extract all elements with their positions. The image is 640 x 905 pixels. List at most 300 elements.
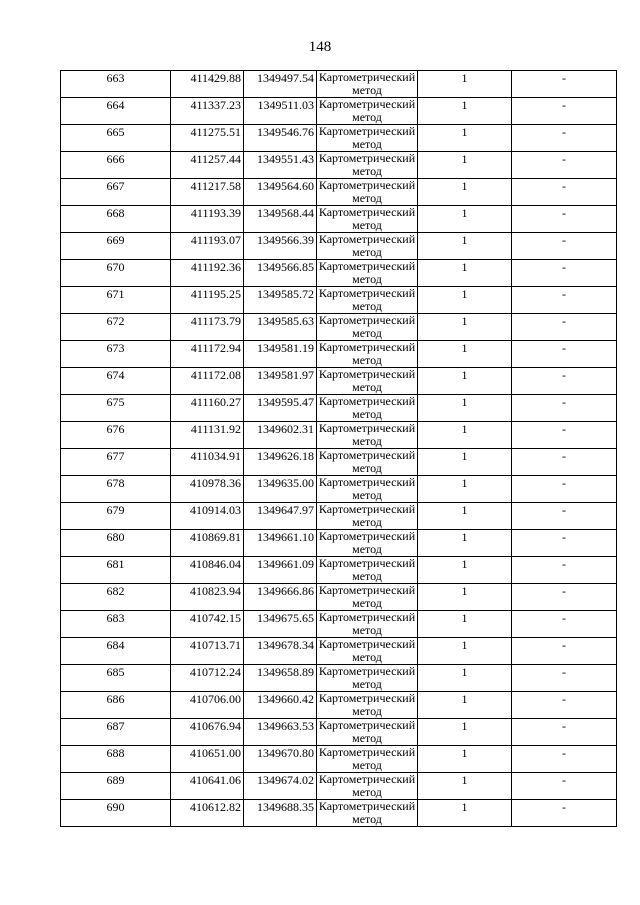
accuracy-cell-value: 1	[461, 746, 468, 760]
point-number-cell-value: 664	[106, 98, 125, 112]
accuracy-cell	[418, 584, 512, 611]
accuracy-cell-value: 1	[461, 638, 468, 652]
point-number-cell	[61, 530, 171, 557]
accuracy-cell	[418, 395, 512, 422]
point-number-cell	[61, 665, 171, 692]
method-cell-value: Картометрический метод	[318, 475, 416, 502]
point-number-cell	[61, 125, 171, 152]
y-coordinate-cell	[244, 611, 317, 638]
x-coordinate-cell	[171, 422, 244, 449]
method-cell	[317, 98, 418, 125]
method-cell	[317, 449, 418, 476]
accuracy-cell	[418, 368, 512, 395]
method-cell	[317, 206, 418, 233]
table-row	[61, 665, 617, 692]
method-cell-value: Картометрический метод	[318, 610, 416, 637]
method-cell	[317, 530, 418, 557]
description-cell-value: -	[562, 368, 566, 382]
point-number-cell	[61, 260, 171, 287]
description-cell-value: -	[562, 665, 566, 679]
accuracy-cell-value: 1	[461, 503, 468, 517]
x-coordinate-cell	[171, 611, 244, 638]
accuracy-cell-value: 1	[461, 719, 468, 733]
x-coordinate-cell	[171, 233, 244, 260]
accuracy-cell	[418, 665, 512, 692]
accuracy-cell-value: 1	[461, 584, 468, 598]
y-coordinate-cell	[244, 638, 317, 665]
table-row	[61, 71, 617, 98]
method-cell	[317, 800, 418, 827]
accuracy-cell-value: 1	[461, 422, 468, 436]
method-cell	[317, 746, 418, 773]
point-number-cell	[61, 341, 171, 368]
accuracy-cell	[418, 503, 512, 530]
y-coordinate-cell-value: 1349581.97	[257, 368, 314, 382]
x-coordinate-cell	[171, 476, 244, 503]
point-number-cell	[61, 719, 171, 746]
description-cell	[512, 638, 617, 665]
point-number-cell-value: 668	[106, 206, 125, 220]
x-coordinate-cell	[171, 287, 244, 314]
table-row	[61, 314, 617, 341]
x-coordinate-cell	[171, 638, 244, 665]
description-cell-value: -	[562, 152, 566, 166]
x-coordinate-cell	[171, 206, 244, 233]
description-cell-value: -	[562, 638, 566, 652]
description-cell	[512, 287, 617, 314]
method-cell-value: Картометрический метод	[318, 97, 416, 124]
y-coordinate-cell	[244, 368, 317, 395]
y-coordinate-cell-value: 1349660.42	[257, 692, 314, 706]
y-coordinate-cell-value: 1349675.65	[257, 611, 314, 625]
table-row	[61, 449, 617, 476]
x-coordinate-cell	[171, 71, 244, 98]
x-coordinate-cell-value: 410869.81	[190, 530, 241, 544]
point-number-cell	[61, 638, 171, 665]
y-coordinate-cell-value: 1349546.76	[257, 125, 314, 139]
method-cell	[317, 503, 418, 530]
description-cell-value: -	[562, 314, 566, 328]
x-coordinate-cell	[171, 98, 244, 125]
accuracy-cell-value: 1	[461, 341, 468, 355]
description-cell	[512, 125, 617, 152]
accuracy-cell	[418, 476, 512, 503]
y-coordinate-cell-value: 1349511.03	[257, 98, 314, 112]
x-coordinate-cell-value: 411193.07	[190, 233, 241, 247]
x-coordinate-cell-value: 411173.79	[190, 314, 241, 328]
accuracy-cell-value: 1	[461, 557, 468, 571]
table-row	[61, 746, 617, 773]
description-cell-value: -	[562, 530, 566, 544]
accuracy-cell-value: 1	[461, 71, 468, 85]
y-coordinate-cell-value: 1349658.89	[257, 665, 314, 679]
description-cell-value: -	[562, 449, 566, 463]
table-row	[61, 719, 617, 746]
point-number-cell	[61, 233, 171, 260]
accuracy-cell-value: 1	[461, 476, 468, 490]
accuracy-cell	[418, 98, 512, 125]
x-coordinate-cell-value: 411172.94	[190, 341, 241, 355]
point-number-cell-value: 666	[106, 152, 125, 166]
description-cell-value: -	[562, 206, 566, 220]
method-cell-value: Картометрический метод	[318, 529, 416, 556]
table-row	[61, 692, 617, 719]
description-cell	[512, 422, 617, 449]
accuracy-cell-value: 1	[461, 125, 468, 139]
point-number-cell	[61, 476, 171, 503]
point-number-cell	[61, 395, 171, 422]
method-cell-value: Картометрический метод	[318, 421, 416, 448]
method-cell-value: Картометрический метод	[318, 205, 416, 232]
x-coordinate-cell-value: 410651.00	[190, 746, 241, 760]
x-coordinate-cell-value: 411193.39	[190, 206, 241, 220]
description-cell-value: -	[562, 233, 566, 247]
table-row	[61, 179, 617, 206]
point-number-cell	[61, 611, 171, 638]
method-cell	[317, 368, 418, 395]
table-row	[61, 152, 617, 179]
y-coordinate-cell	[244, 179, 317, 206]
y-coordinate-cell	[244, 233, 317, 260]
y-coordinate-cell-value: 1349595.47	[257, 395, 314, 409]
x-coordinate-cell-value: 411131.92	[190, 422, 241, 436]
point-number-cell-value: 677	[106, 449, 125, 463]
y-coordinate-cell	[244, 98, 317, 125]
y-coordinate-cell-value: 1349585.63	[257, 314, 314, 328]
x-coordinate-cell-value: 410712.24	[190, 665, 241, 679]
table-row	[61, 800, 617, 827]
x-coordinate-cell-value: 411192.36	[190, 260, 241, 274]
table-row	[61, 611, 617, 638]
point-number-cell-value: 676	[106, 422, 125, 436]
description-cell	[512, 584, 617, 611]
accuracy-cell-value: 1	[461, 260, 468, 274]
y-coordinate-cell-value: 1349670.80	[257, 746, 314, 760]
point-number-cell	[61, 71, 171, 98]
x-coordinate-cell-value: 411337.23	[190, 98, 241, 112]
point-number-cell-value: 675	[106, 395, 125, 409]
point-number-cell-value: 688	[106, 746, 125, 760]
accuracy-cell-value: 1	[461, 233, 468, 247]
method-cell-value: Картометрический метод	[318, 556, 416, 583]
table-row	[61, 233, 617, 260]
description-cell	[512, 179, 617, 206]
point-number-cell-value: 667	[106, 179, 125, 193]
description-cell	[512, 260, 617, 287]
accuracy-cell-value: 1	[461, 773, 468, 787]
description-cell	[512, 395, 617, 422]
description-cell-value: -	[562, 773, 566, 787]
method-cell	[317, 152, 418, 179]
y-coordinate-cell-value: 1349602.31	[257, 422, 314, 436]
description-cell	[512, 71, 617, 98]
point-number-cell-value: 684	[106, 638, 125, 652]
accuracy-cell	[418, 287, 512, 314]
point-number-cell-value: 679	[106, 503, 125, 517]
y-coordinate-cell	[244, 395, 317, 422]
y-coordinate-cell-value: 1349666.86	[257, 584, 314, 598]
table-row	[61, 584, 617, 611]
y-coordinate-cell	[244, 260, 317, 287]
method-cell	[317, 638, 418, 665]
point-number-cell-value: 682	[106, 584, 125, 598]
y-coordinate-cell	[244, 719, 317, 746]
description-cell-value: -	[562, 341, 566, 355]
method-cell-value: Картометрический метод	[318, 448, 416, 475]
x-coordinate-cell-value: 411034.91	[190, 449, 241, 463]
y-coordinate-cell	[244, 422, 317, 449]
description-cell	[512, 773, 617, 800]
x-coordinate-cell-value: 410612.82	[190, 800, 241, 814]
y-coordinate-cell-value: 1349585.72	[257, 287, 314, 301]
accuracy-cell	[418, 422, 512, 449]
x-coordinate-cell-value: 411429.88	[190, 71, 241, 85]
x-coordinate-cell-value: 411160.27	[190, 395, 241, 409]
point-number-cell-value: 683	[106, 611, 125, 625]
method-cell-value: Картометрический метод	[318, 313, 416, 340]
method-cell	[317, 422, 418, 449]
y-coordinate-cell-value: 1349564.60	[257, 179, 314, 193]
description-cell	[512, 476, 617, 503]
method-cell-value: Картометрический метод	[318, 691, 416, 718]
method-cell	[317, 314, 418, 341]
point-number-cell-value: 672	[106, 314, 125, 328]
method-cell-value: Картометрический метод	[318, 799, 416, 826]
y-coordinate-cell	[244, 125, 317, 152]
x-coordinate-cell	[171, 692, 244, 719]
point-number-cell-value: 671	[106, 287, 125, 301]
point-number-cell	[61, 422, 171, 449]
description-cell-value: -	[562, 611, 566, 625]
point-number-cell-value: 673	[106, 341, 125, 355]
point-number-cell-value: 665	[106, 125, 125, 139]
table-row	[61, 638, 617, 665]
accuracy-cell	[418, 260, 512, 287]
description-cell-value: -	[562, 692, 566, 706]
x-coordinate-cell-value: 411195.25	[190, 287, 241, 301]
description-cell	[512, 368, 617, 395]
y-coordinate-cell-value: 1349566.39	[257, 233, 314, 247]
description-cell-value: -	[562, 800, 566, 814]
x-coordinate-cell-value: 410823.94	[190, 584, 241, 598]
accuracy-cell-value: 1	[461, 314, 468, 328]
method-cell-value: Картометрический метод	[318, 286, 416, 313]
method-cell-value: Картометрический метод	[318, 394, 416, 421]
y-coordinate-cell	[244, 71, 317, 98]
description-cell	[512, 503, 617, 530]
method-cell-value: Картометрический метод	[318, 151, 416, 178]
accuracy-cell-value: 1	[461, 611, 468, 625]
method-cell-value: Картометрический метод	[318, 178, 416, 205]
method-cell	[317, 341, 418, 368]
y-coordinate-cell	[244, 773, 317, 800]
x-coordinate-cell	[171, 800, 244, 827]
accuracy-cell	[418, 206, 512, 233]
y-coordinate-cell-value: 1349661.09	[257, 557, 314, 571]
point-number-cell	[61, 368, 171, 395]
point-number-cell	[61, 98, 171, 125]
x-coordinate-cell-value: 411217.58	[190, 179, 241, 193]
description-cell	[512, 530, 617, 557]
accuracy-cell	[418, 179, 512, 206]
point-number-cell-value: 681	[106, 557, 125, 571]
method-cell	[317, 773, 418, 800]
table-row	[61, 422, 617, 449]
method-cell	[317, 692, 418, 719]
x-coordinate-cell	[171, 179, 244, 206]
accuracy-cell-value: 1	[461, 665, 468, 679]
y-coordinate-cell	[244, 314, 317, 341]
page-number: 148	[308, 39, 332, 55]
x-coordinate-cell-value: 410914.03	[190, 503, 241, 517]
table-row	[61, 530, 617, 557]
method-cell-value: Картометрический метод	[318, 502, 416, 529]
y-coordinate-cell	[244, 449, 317, 476]
method-cell-value: Картометрический метод	[318, 637, 416, 664]
x-coordinate-cell	[171, 584, 244, 611]
x-coordinate-cell	[171, 449, 244, 476]
point-number-cell-value: 674	[106, 368, 125, 382]
description-cell-value: -	[562, 98, 566, 112]
point-number-cell-value: 663	[106, 71, 125, 85]
y-coordinate-cell-value: 1349688.35	[257, 800, 314, 814]
y-coordinate-cell	[244, 152, 317, 179]
y-coordinate-cell-value: 1349566.85	[257, 260, 314, 274]
method-cell	[317, 395, 418, 422]
y-coordinate-cell-value: 1349568.44	[257, 206, 314, 220]
table-row	[61, 125, 617, 152]
coordinates-table	[60, 70, 617, 827]
method-cell-value: Картометрический метод	[318, 124, 416, 151]
point-number-cell	[61, 584, 171, 611]
point-number-cell-value: 680	[106, 530, 125, 544]
point-number-cell	[61, 449, 171, 476]
table-row	[61, 260, 617, 287]
table-row	[61, 206, 617, 233]
description-cell-value: -	[562, 71, 566, 85]
description-cell	[512, 314, 617, 341]
y-coordinate-cell-value: 1349497.54	[257, 71, 314, 85]
accuracy-cell-value: 1	[461, 530, 468, 544]
method-cell-value: Картометрический метод	[318, 745, 416, 772]
description-cell	[512, 341, 617, 368]
method-cell-value: Картометрический метод	[318, 718, 416, 745]
accuracy-cell-value: 1	[461, 152, 468, 166]
y-coordinate-cell	[244, 692, 317, 719]
point-number-cell	[61, 746, 171, 773]
accuracy-cell-value: 1	[461, 449, 468, 463]
x-coordinate-cell	[171, 260, 244, 287]
accuracy-cell-value: 1	[461, 287, 468, 301]
description-cell-value: -	[562, 719, 566, 733]
y-coordinate-cell	[244, 287, 317, 314]
x-coordinate-cell	[171, 341, 244, 368]
point-number-cell-value: 678	[106, 476, 125, 490]
x-coordinate-cell-value: 410742.15	[190, 611, 241, 625]
point-number-cell-value: 687	[106, 719, 125, 733]
method-cell	[317, 233, 418, 260]
table-row	[61, 773, 617, 800]
accuracy-cell	[418, 71, 512, 98]
y-coordinate-cell	[244, 341, 317, 368]
method-cell-value: Картометрический метод	[318, 232, 416, 259]
table-row	[61, 557, 617, 584]
x-coordinate-cell-value: 411275.51	[190, 125, 241, 139]
point-number-cell-value: 689	[106, 773, 125, 787]
table-row	[61, 287, 617, 314]
point-number-cell	[61, 206, 171, 233]
method-cell	[317, 125, 418, 152]
method-cell	[317, 179, 418, 206]
y-coordinate-cell-value: 1349635.00	[257, 476, 314, 490]
y-coordinate-cell-value: 1349581.19	[257, 341, 314, 355]
accuracy-cell	[418, 152, 512, 179]
accuracy-cell	[418, 530, 512, 557]
y-coordinate-cell-value: 1349678.34	[257, 638, 314, 652]
x-coordinate-cell-value: 410846.04	[190, 557, 241, 571]
point-number-cell	[61, 152, 171, 179]
accuracy-cell	[418, 800, 512, 827]
description-cell	[512, 692, 617, 719]
accuracy-cell	[418, 233, 512, 260]
method-cell-value: Картометрический метод	[318, 259, 416, 286]
description-cell	[512, 611, 617, 638]
method-cell-value: Картометрический метод	[318, 664, 416, 691]
accuracy-cell-value: 1	[461, 395, 468, 409]
description-cell-value: -	[562, 179, 566, 193]
method-cell-value: Картометрический метод	[318, 367, 416, 394]
x-coordinate-cell	[171, 530, 244, 557]
description-cell	[512, 557, 617, 584]
table-row	[61, 341, 617, 368]
x-coordinate-cell-value: 410641.06	[190, 773, 241, 787]
description-cell-value: -	[562, 287, 566, 301]
x-coordinate-cell-value: 411172.08	[190, 368, 241, 382]
x-coordinate-cell	[171, 557, 244, 584]
table-row	[61, 368, 617, 395]
table-row	[61, 476, 617, 503]
method-cell	[317, 71, 418, 98]
description-cell-value: -	[562, 395, 566, 409]
description-cell-value: -	[562, 746, 566, 760]
description-cell	[512, 98, 617, 125]
y-coordinate-cell	[244, 530, 317, 557]
accuracy-cell	[418, 314, 512, 341]
method-cell-value: Картометрический метод	[318, 772, 416, 799]
x-coordinate-cell	[171, 665, 244, 692]
y-coordinate-cell	[244, 584, 317, 611]
description-cell	[512, 746, 617, 773]
x-coordinate-cell-value: 410706.00	[190, 692, 241, 706]
method-cell	[317, 287, 418, 314]
y-coordinate-cell-value: 1349647.97	[257, 503, 314, 517]
point-number-cell	[61, 557, 171, 584]
x-coordinate-cell-value: 410676.94	[190, 719, 241, 733]
method-cell-value: Картометрический метод	[318, 70, 416, 97]
description-cell-value: -	[562, 557, 566, 571]
description-cell	[512, 800, 617, 827]
x-coordinate-cell	[171, 368, 244, 395]
y-coordinate-cell	[244, 206, 317, 233]
accuracy-cell	[418, 611, 512, 638]
table-row	[61, 395, 617, 422]
y-coordinate-cell	[244, 503, 317, 530]
accuracy-cell	[418, 746, 512, 773]
point-number-cell-value: 686	[106, 692, 125, 706]
method-cell	[317, 584, 418, 611]
method-cell	[317, 260, 418, 287]
accuracy-cell-value: 1	[461, 800, 468, 814]
